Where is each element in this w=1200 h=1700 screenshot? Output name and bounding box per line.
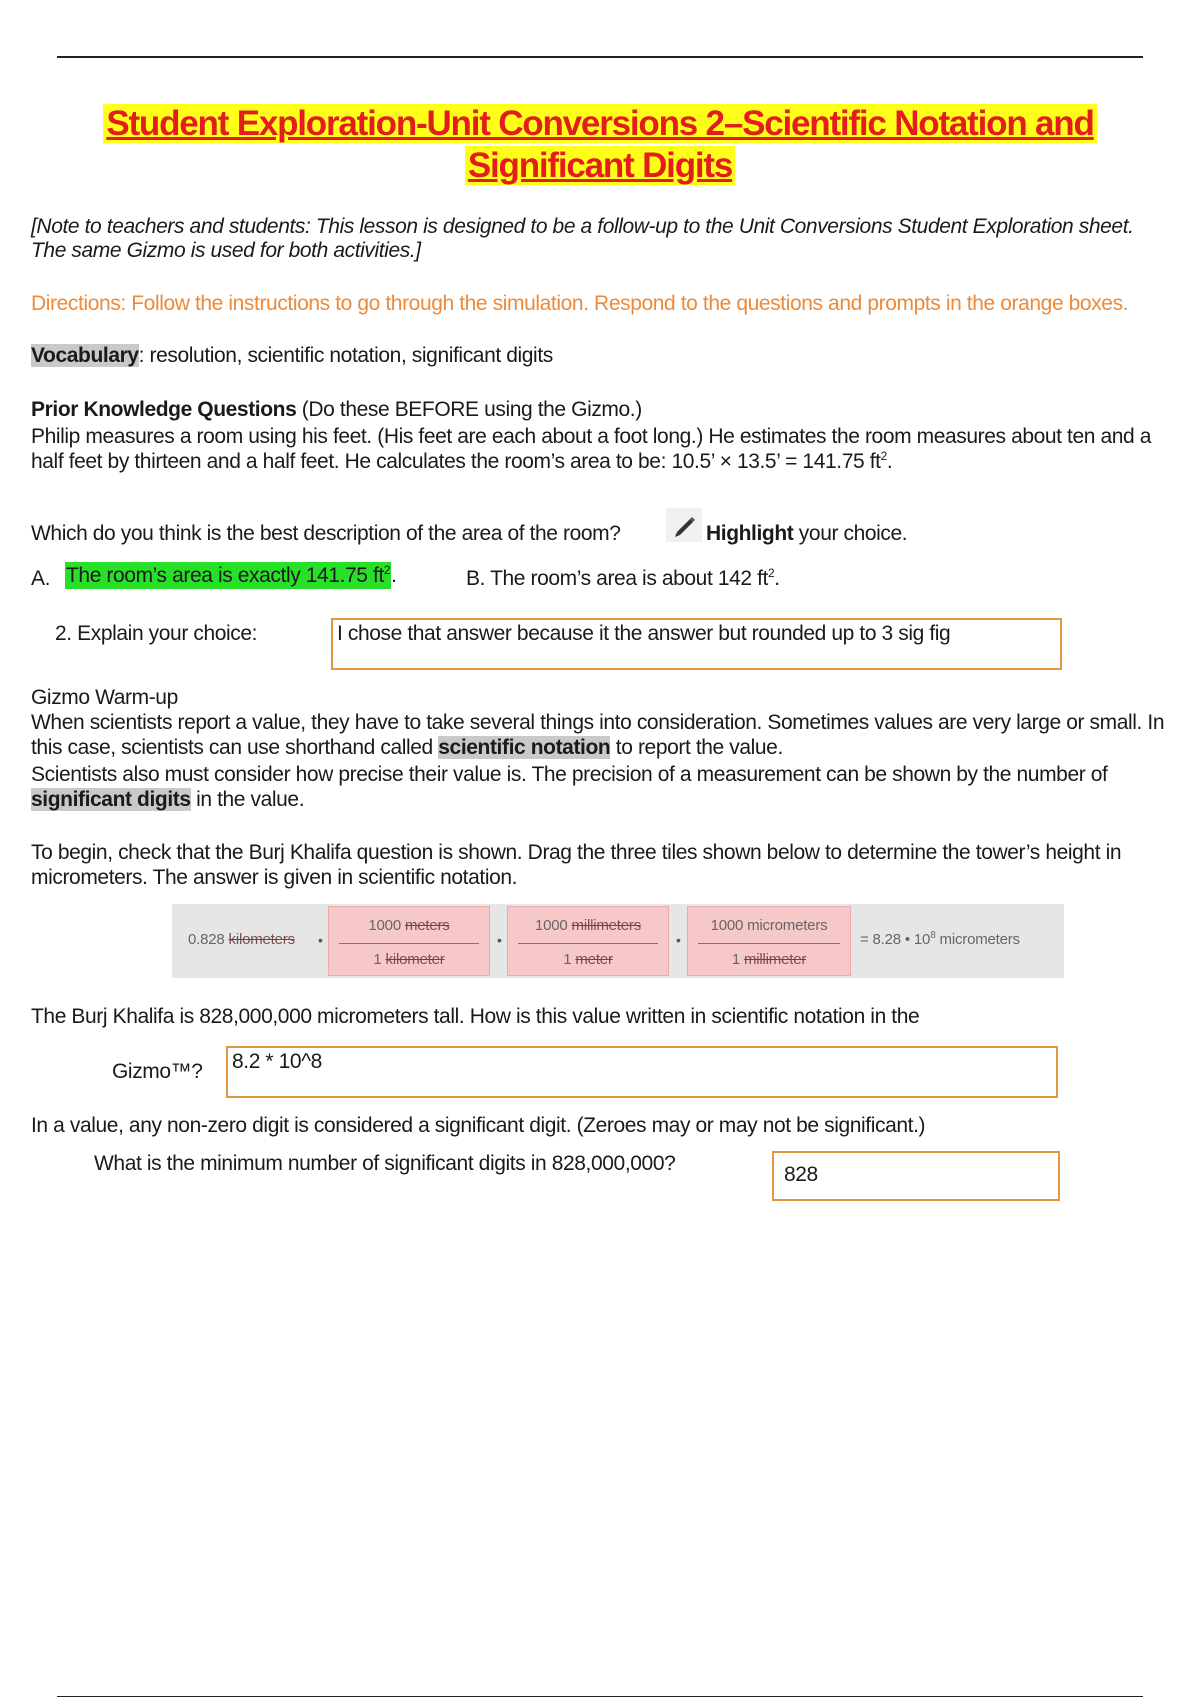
bottom-rule — [57, 1696, 1143, 1697]
option-a-letter: A. — [31, 567, 51, 590]
start-unit: kilometers — [228, 931, 295, 948]
tile-1-den-value: 1 — [373, 951, 382, 968]
explain-choice-answer: I chose that answer because it the answer but rounded up to 3 sig fig — [337, 622, 951, 645]
warmup-paragraph-2 — [31, 762, 1191, 812]
significant-digit-intro: In a value, any non-zero digit is considered a significant digit. (Zeroes may or may not be significant.) — [31, 1114, 926, 1137]
option-a-period: . — [391, 564, 397, 587]
tile-3-den-unit: millimeter — [743, 951, 807, 968]
question-3-text: The Burj Khalifa is 828,000,000 micrometers tall. How is this value written in scientific notation in the — [31, 1005, 920, 1028]
tile-2-numerator — [508, 917, 668, 934]
page-title — [0, 104, 1200, 144]
prior-knowledge-heading — [31, 398, 642, 422]
warmup-p1-b: to report the value. — [610, 736, 783, 759]
tile-2-den-value: 1 — [563, 951, 572, 968]
question-4-text: What is the minimum number of significant digits in 828,000,000? — [94, 1152, 676, 1175]
tile-1-num-unit: meters — [404, 917, 450, 934]
prior-knowledge-end: . — [886, 450, 893, 473]
conversion-strip — [172, 904, 1064, 978]
option-a-exponent: 2 — [383, 563, 391, 577]
option-a[interactable] — [31, 567, 50, 591]
tile-1-denominator — [329, 951, 489, 968]
tile-2-den-unit: meter — [575, 951, 613, 968]
warmup-p2-a: Scientists also must consider how precise their value is. The precision of a measurement can be shown by the number of — [31, 763, 1108, 786]
title-line-1: Student Exploration-Unit Conversions 2–Scientific Notation and — [103, 104, 1096, 143]
top-rule — [57, 56, 1143, 58]
tile-3-denominator — [688, 951, 850, 968]
tile-3-den-value: 1 — [731, 951, 740, 968]
result-exponent: 8 — [930, 930, 936, 941]
tile-3-num-unit: micrometers — [747, 917, 828, 934]
start-quantity — [188, 931, 295, 948]
multiply-dot-3: • — [676, 932, 681, 948]
conversion-tile-1[interactable] — [328, 906, 490, 976]
page-title-2 — [0, 146, 1200, 186]
highlight-instruction — [706, 522, 907, 546]
highlight-word: Highlight — [706, 522, 794, 545]
tile-1-num-value: 1000 — [368, 917, 401, 934]
warmup-paragraph-1 — [31, 710, 1191, 760]
tile-3-num-value: 1000 — [710, 917, 744, 934]
vocabulary — [31, 344, 553, 368]
option-a-text-wrap — [65, 562, 391, 589]
tile-1-fraction-bar — [339, 943, 479, 944]
title-line-2: Significant Digits — [465, 146, 735, 185]
multiply-dot-1: • — [318, 932, 323, 948]
prior-knowledge-title: Prior Knowledge Questions — [31, 398, 297, 421]
tile-2-num-value: 1000 — [534, 917, 568, 934]
result-prefix: = 8.28 • 10 — [860, 931, 931, 948]
option-a-choice[interactable] — [65, 564, 397, 588]
term-scientific-notation: scientific notation — [438, 736, 611, 759]
significant-digits-answer: 828 — [784, 1163, 818, 1186]
prior-knowledge-text: Philip measures a room using his feet. (His feet are each about a foot long.) He estimates the room measures about ten and a half feet by thirteen and a half feet. He calculates the room’s area to be: 10.5’ × 13.5’ = 141.75 ft — [31, 425, 1152, 473]
question-1-text: Which do you think is the best description of the area of the room? — [31, 522, 621, 545]
option-a-text: The room’s area is exactly 141.75 ft — [66, 564, 384, 587]
warmup-heading: Gizmo Warm-up — [31, 686, 178, 709]
teacher-note-line-2: The same Gizmo is used for both activities.] — [31, 239, 421, 262]
highlight-rest: your choice. — [793, 522, 908, 545]
pencil-icon — [666, 508, 702, 542]
vocabulary-label: Vocabulary — [31, 344, 139, 367]
teacher-note-line-1: [Note to teachers and students: This lesson is designed to be a follow-up to the Unit Conversions Student Exploration sheet. — [31, 215, 1134, 238]
conversion-tile-2[interactable] — [507, 906, 669, 976]
question-3-label: Gizmo™? — [112, 1060, 203, 1083]
multiply-dot-2: • — [497, 932, 502, 948]
warmup-p2-b: in the value. — [190, 788, 305, 811]
scientific-notation-input[interactable] — [226, 1046, 1058, 1098]
term-significant-digits: significant digits — [31, 788, 191, 811]
option-b-text: B. The room’s area is about 142 ft — [466, 567, 768, 590]
directions: Directions: Follow the instructions to go through the simulation. Respond to the questions and prompts in the orange boxes. — [31, 292, 1129, 315]
vocabulary-terms: : resolution, scientific notation, significant digits — [138, 344, 553, 367]
tile-2-num-unit: millimeters — [571, 917, 641, 934]
tile-1-den-unit: kilometer — [385, 951, 445, 968]
conversion-tile-3[interactable] — [687, 906, 851, 976]
result-unit: micrometers — [935, 931, 1020, 948]
conversion-result — [860, 931, 1020, 948]
significant-digits-input[interactable] — [772, 1151, 1060, 1201]
scientific-notation-answer: 8.2 * 10^8 — [232, 1050, 322, 1073]
tile-3-numerator — [688, 917, 850, 934]
prior-knowledge-exponent: 2 — [880, 449, 887, 463]
prior-knowledge-note: (Do these BEFORE using the Gizmo.) — [296, 398, 642, 421]
explain-choice-input[interactable] — [331, 618, 1062, 670]
tile-1-numerator — [329, 917, 489, 934]
question-2-label: 2. Explain your choice: — [55, 622, 258, 645]
begin-instructions: To begin, check that the Burj Khalifa question is shown. Drag the three tiles shown below to determine the tower’s height in micrometers. The answer is given in scientific notation. — [31, 841, 1122, 889]
warmup-p1-a: When scientists report a value, they have to take several things into consideration. Sometimes values are very large or small. In this case, scientists can use shorthand called — [31, 711, 1165, 759]
option-b-exponent: 2 — [767, 566, 775, 580]
tile-2-denominator — [508, 951, 668, 968]
prior-knowledge-paragraph — [31, 424, 1181, 474]
option-b[interactable]: B. The room’s area is about 142 $ft^2$. — [466, 566, 780, 590]
tile-2-fraction-bar — [518, 943, 658, 944]
start-value: 0.828 — [188, 931, 225, 948]
tile-3-fraction-bar — [698, 943, 840, 944]
